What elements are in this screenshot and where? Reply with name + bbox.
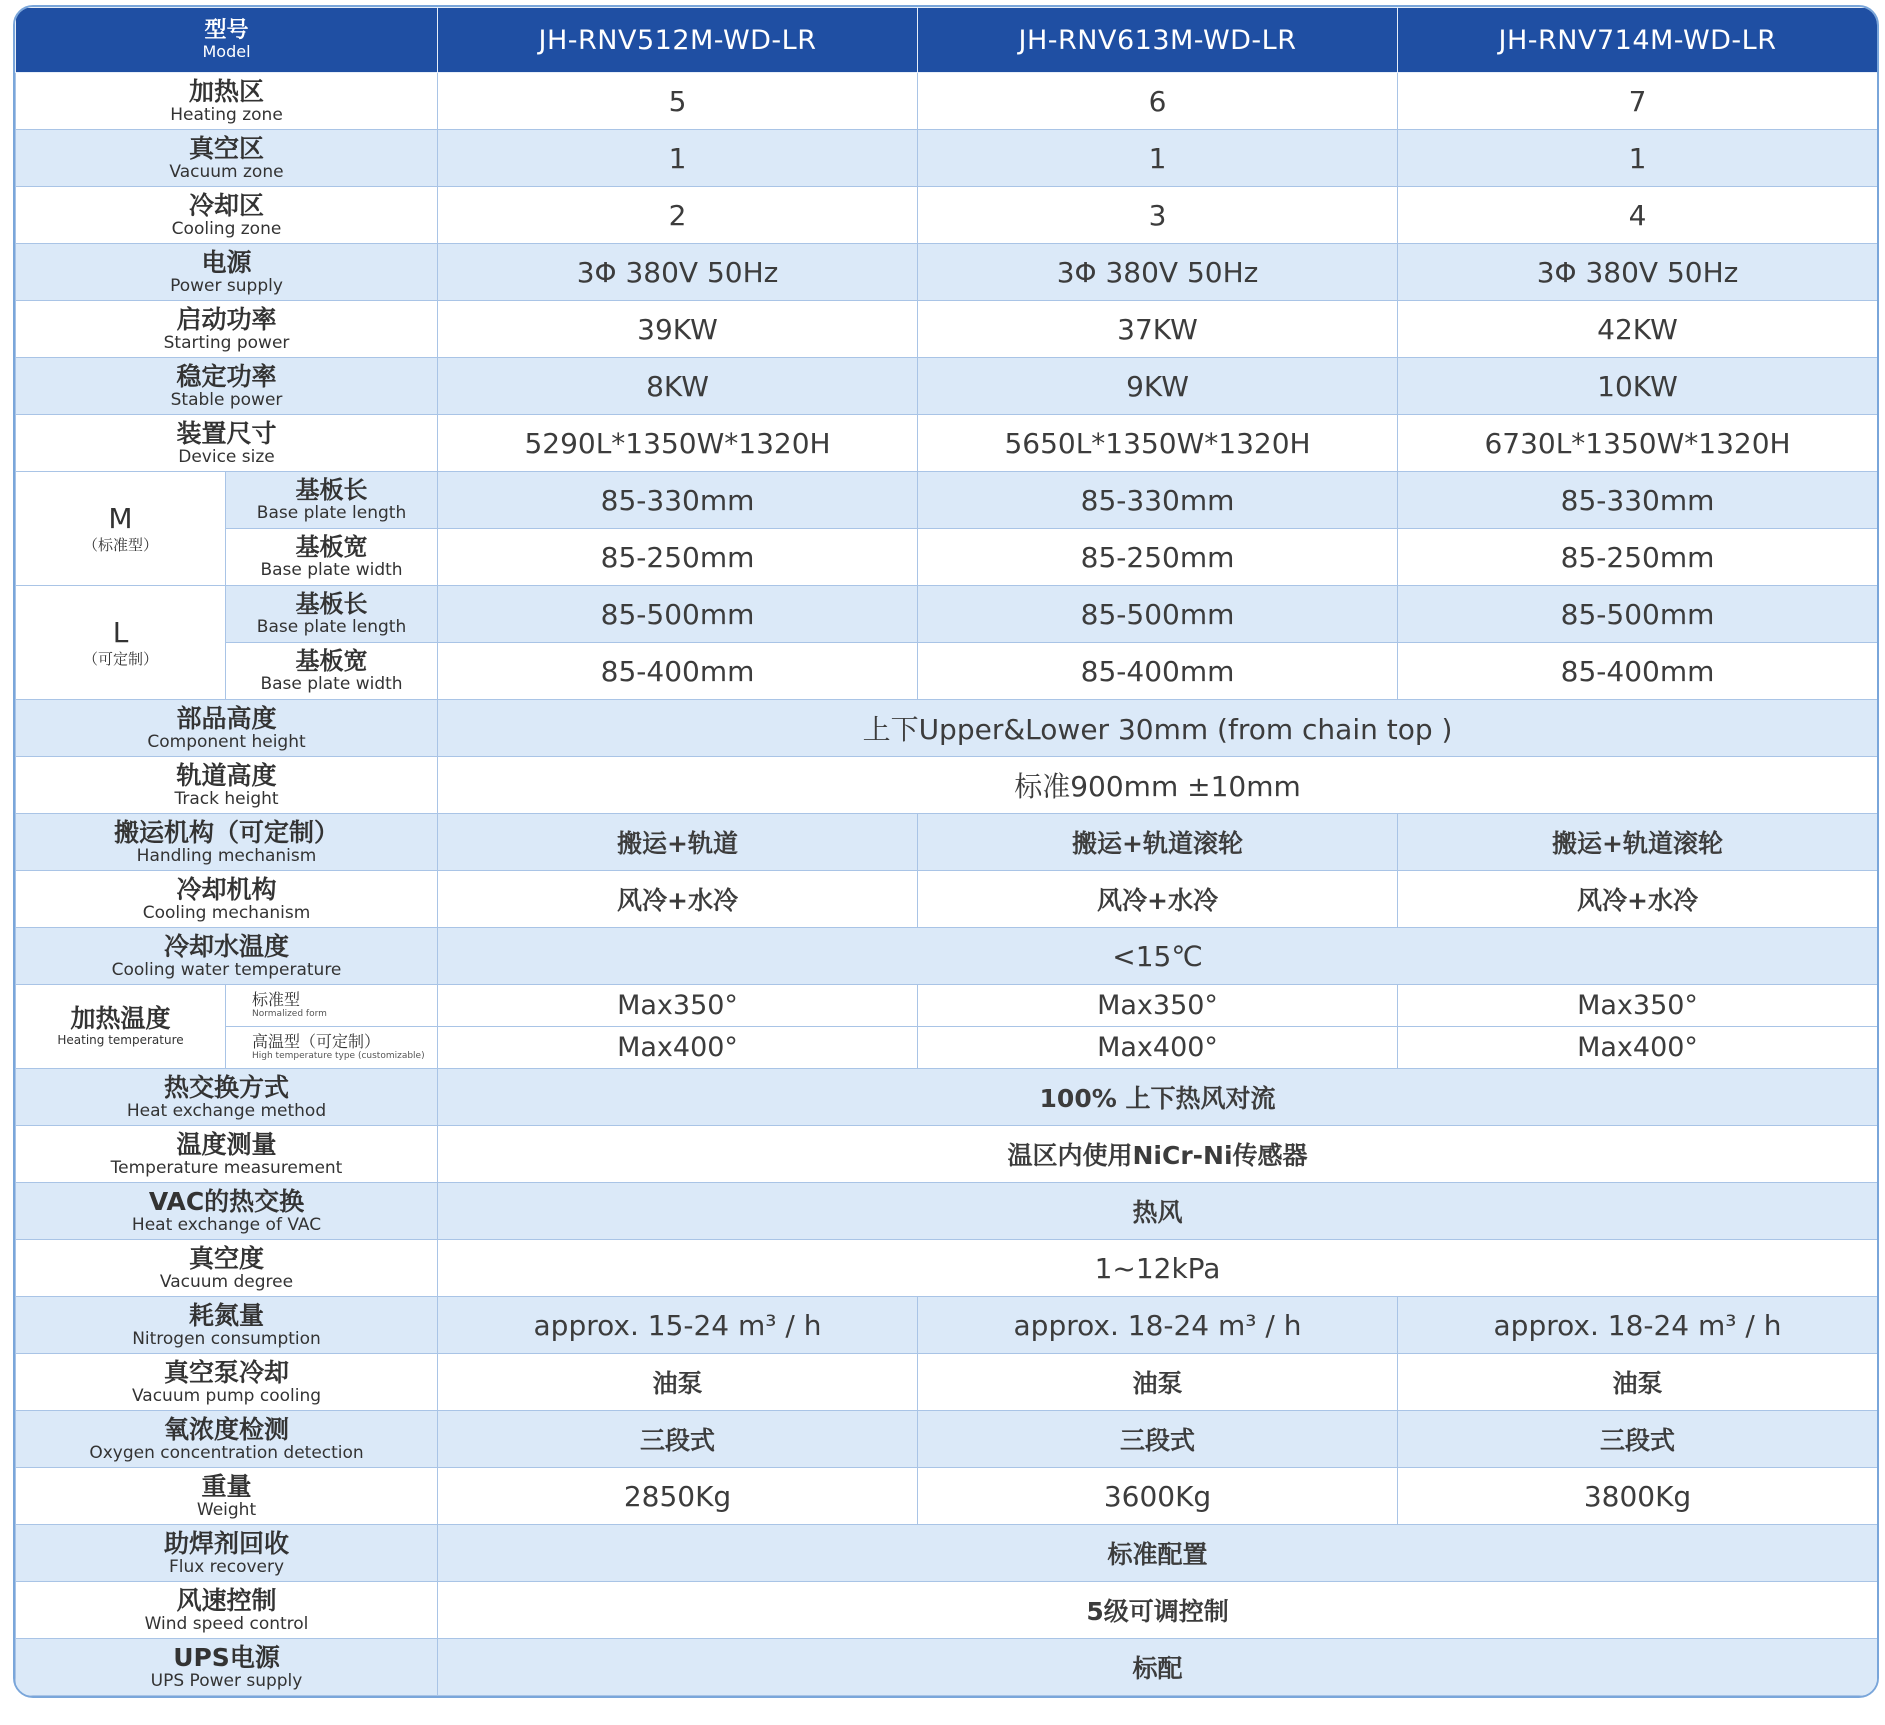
model-header-cn: 型号 xyxy=(204,18,249,43)
table-cell-merged: <15℃ xyxy=(438,928,1878,985)
table-row-m-width xyxy=(16,529,1878,586)
table-row-m-length xyxy=(16,472,1878,529)
table-cell: 85-400mm xyxy=(918,643,1398,700)
group-label-l xyxy=(16,586,226,700)
row-label-en: Cooling zone xyxy=(171,218,282,239)
table-cell: 4 xyxy=(1398,187,1878,244)
table-row-device-size xyxy=(16,415,1878,472)
table-cell: 1 xyxy=(1398,130,1878,187)
table-cell: 1 xyxy=(918,130,1398,187)
group-label-small: （标准型） xyxy=(82,535,158,554)
row-label-cn: 真空区 xyxy=(189,133,265,163)
table-cell: 2850Kg xyxy=(438,1468,918,1525)
table-cell: 风冷+水冷 xyxy=(438,871,918,928)
row-label-en: Power supply xyxy=(170,275,283,296)
row-label xyxy=(16,73,438,130)
table-cell: 3Φ 380V 50Hz xyxy=(438,244,918,301)
column-header-2: JH-RNV613M-WD-LR xyxy=(918,8,1398,73)
row-label-en: Handling mechanism xyxy=(136,845,317,866)
row-label-cn: UPS电源 xyxy=(173,1642,280,1672)
row-label-cn: VAC的热交换 xyxy=(148,1186,305,1216)
row-label-cn: 重量 xyxy=(201,1471,252,1501)
row-label-cn: 装置尺寸 xyxy=(176,418,277,448)
table-row-cooling-zone xyxy=(16,187,1878,244)
row-label-cn: 真空泵冷却 xyxy=(164,1357,290,1387)
table-cell: 39KW xyxy=(438,301,918,358)
row-label xyxy=(16,871,438,928)
row-label-cn: 稳定功率 xyxy=(176,361,277,391)
row-label-en: Heat exchange method xyxy=(126,1100,327,1121)
table-cell-merged: 5级可调控制 xyxy=(438,1582,1878,1639)
table-cell: Max350° xyxy=(918,985,1398,1027)
table-cell: 油泵 xyxy=(918,1354,1398,1411)
table-row-ups xyxy=(16,1639,1878,1696)
table-row-cooling-mechanism xyxy=(16,871,1878,928)
sub-label-cn: 基板宽 xyxy=(295,647,368,675)
sub-label-cn: 基板长 xyxy=(295,590,368,618)
table-cell: 5 xyxy=(438,73,918,130)
sub-label-en: High temperature type (customizable) xyxy=(252,1051,425,1061)
table-cell: 7 xyxy=(1398,73,1878,130)
row-label-cn: 加热温度 xyxy=(70,1004,171,1033)
sub-label-en: Base plate length xyxy=(256,617,407,637)
table-row-component-height xyxy=(16,700,1878,757)
sub-label-en: Base plate width xyxy=(260,674,403,694)
row-label-en: Wind speed control xyxy=(144,1613,309,1634)
row-label-en: Vacuum zone xyxy=(169,161,284,182)
sub-label xyxy=(226,985,438,1027)
row-label xyxy=(16,757,438,814)
row-label-cn: 温度测量 xyxy=(176,1129,277,1159)
table-row-l-length xyxy=(16,586,1878,643)
row-label xyxy=(16,1126,438,1183)
table-cell: 85-250mm xyxy=(918,529,1398,586)
table-cell: 3Φ 380V 50Hz xyxy=(918,244,1398,301)
row-label-cn: 助焊剂回收 xyxy=(164,1528,290,1558)
row-label-en: Weight xyxy=(196,1499,257,1520)
table-row-temperature-measurement xyxy=(16,1126,1878,1183)
table-cell: 6730L*1350W*1320H xyxy=(1398,415,1878,472)
column-header-1: JH-RNV512M-WD-LR xyxy=(438,8,918,73)
table-cell: 2 xyxy=(438,187,918,244)
table-cell: 搬运+轨道滚轮 xyxy=(1398,814,1878,871)
table-cell: 搬运+轨道 xyxy=(438,814,918,871)
table-cell: 85-400mm xyxy=(438,643,918,700)
row-label xyxy=(16,1183,438,1240)
row-label-cn: 真空度 xyxy=(189,1243,265,1273)
table-cell-merged: 标准900mm ±10mm xyxy=(438,757,1878,814)
spec-table xyxy=(15,7,1878,1696)
table-cell: 3 xyxy=(918,187,1398,244)
sub-label xyxy=(226,472,438,529)
table-row-vac-heat-exchange xyxy=(16,1183,1878,1240)
row-label xyxy=(16,700,438,757)
row-label-en: UPS Power supply xyxy=(150,1670,303,1691)
row-label-cn: 耗氮量 xyxy=(189,1300,265,1330)
row-label-en: Device size xyxy=(178,446,275,467)
table-cell: 85-500mm xyxy=(1398,586,1878,643)
table-row-nitrogen xyxy=(16,1297,1878,1354)
table-cell: 85-330mm xyxy=(438,472,918,529)
table-cell: 1 xyxy=(438,130,918,187)
group-label-big: M xyxy=(108,501,133,535)
table-cell: approx. 18-24 m³ / h xyxy=(1398,1297,1878,1354)
row-label-cn: 部品高度 xyxy=(176,703,277,733)
heating-temp-label xyxy=(16,985,226,1069)
table-cell: 3600Kg xyxy=(918,1468,1398,1525)
row-label-cn: 冷却水温度 xyxy=(164,931,290,961)
table-cell-merged: 上下Upper&Lower 30mm (from chain top ) xyxy=(438,700,1878,757)
table-cell-merged: 温区内使用NiCr-Ni传感器 xyxy=(438,1126,1878,1183)
row-label-en: Flux recovery xyxy=(168,1556,285,1577)
table-row-heating-zone xyxy=(16,73,1878,130)
row-label-en: Cooling mechanism xyxy=(142,902,311,923)
row-label-cn: 冷却区 xyxy=(189,190,265,220)
table-cell: 85-250mm xyxy=(438,529,918,586)
row-label-en: Heat exchange of VAC xyxy=(131,1214,322,1235)
row-label-en: Starting power xyxy=(163,332,290,353)
table-cell: 风冷+水冷 xyxy=(918,871,1398,928)
row-label-en: Stable power xyxy=(170,389,283,410)
sub-label xyxy=(226,529,438,586)
row-label xyxy=(16,1525,438,1582)
row-label xyxy=(16,1639,438,1696)
row-label-cn: 冷却机构 xyxy=(176,874,277,904)
table-row-vacuum-zone xyxy=(16,130,1878,187)
sub-label-cn: 基板宽 xyxy=(295,533,368,561)
row-label-cn: 搬运机构（可定制） xyxy=(114,817,340,847)
row-label xyxy=(16,358,438,415)
table-cell: Max400° xyxy=(1398,1027,1878,1069)
row-label-en: Cooling water temperature xyxy=(111,959,342,980)
table-cell: 搬运+轨道滚轮 xyxy=(918,814,1398,871)
row-label-en: Nitrogen consumption xyxy=(132,1328,321,1349)
table-cell: 85-330mm xyxy=(918,472,1398,529)
row-label-cn: 氧浓度检测 xyxy=(164,1414,290,1444)
table-row-weight xyxy=(16,1468,1878,1525)
row-label xyxy=(16,814,438,871)
table-cell-merged: 热风 xyxy=(438,1183,1878,1240)
table-cell-merged: 1~12kPa xyxy=(438,1240,1878,1297)
row-label-en: Vacuum degree xyxy=(159,1271,294,1292)
table-cell: 85-400mm xyxy=(1398,643,1878,700)
group-label-small: （可定制） xyxy=(82,649,158,668)
table-row-handling xyxy=(16,814,1878,871)
table-cell: 85-330mm xyxy=(1398,472,1878,529)
row-label-cn: 启动功率 xyxy=(176,304,277,334)
row-label xyxy=(16,244,438,301)
table-cell: 3Φ 380V 50Hz xyxy=(1398,244,1878,301)
table-cell: 三段式 xyxy=(438,1411,918,1468)
sub-label xyxy=(226,643,438,700)
row-label-cn: 风速控制 xyxy=(176,1585,277,1615)
table-cell-merged: 标准配置 xyxy=(438,1525,1878,1582)
row-label xyxy=(16,1411,438,1468)
model-header-en: Model xyxy=(202,42,251,61)
table-row-cooling-water xyxy=(16,928,1878,985)
row-label-en: Oxygen concentration detection xyxy=(89,1442,364,1463)
row-label xyxy=(16,301,438,358)
row-label-en: Heating temperature xyxy=(57,1033,184,1047)
table-cell: 5650L*1350W*1320H xyxy=(918,415,1398,472)
group-label-big: L xyxy=(112,615,129,649)
table-cell: 85-500mm xyxy=(918,586,1398,643)
table-cell: approx. 18-24 m³ / h xyxy=(918,1297,1398,1354)
row-label-en: Temperature measurement xyxy=(110,1157,343,1178)
table-cell: 油泵 xyxy=(438,1354,918,1411)
row-label xyxy=(16,415,438,472)
table-row-flux-recovery xyxy=(16,1525,1878,1582)
row-label xyxy=(16,1297,438,1354)
table-cell: 3800Kg xyxy=(1398,1468,1878,1525)
table-cell: approx. 15-24 m³ / h xyxy=(438,1297,918,1354)
row-label-cn: 轨道高度 xyxy=(176,760,277,790)
table-cell: 42KW xyxy=(1398,301,1878,358)
row-label-en: Component height xyxy=(147,731,306,752)
row-label xyxy=(16,1468,438,1525)
row-label-cn: 加热区 xyxy=(189,76,265,106)
table-cell: Max350° xyxy=(1398,985,1878,1027)
row-label xyxy=(16,130,438,187)
row-label-en: Heating zone xyxy=(170,104,283,125)
sub-label-cn: 标准型 xyxy=(252,990,301,1009)
sub-label-en: Base plate length xyxy=(256,503,407,523)
table-cell: Max400° xyxy=(918,1027,1398,1069)
table-cell: 85-500mm xyxy=(438,586,918,643)
table-row-power-supply xyxy=(16,244,1878,301)
table-row-oxygen xyxy=(16,1411,1878,1468)
table-cell: 9KW xyxy=(918,358,1398,415)
table-cell-merged: 100% 上下热风对流 xyxy=(438,1069,1878,1126)
table-row-track-height xyxy=(16,757,1878,814)
table-row-heating-temp-standard xyxy=(16,985,1878,1027)
sub-label-en: Normalized form xyxy=(252,1009,327,1019)
column-header-3: JH-RNV714M-WD-LR xyxy=(1398,8,1878,73)
table-cell: 三段式 xyxy=(918,1411,1398,1468)
header-row xyxy=(16,8,1878,73)
sub-label-cn: 高温型（可定制） xyxy=(252,1032,381,1051)
table-cell: 油泵 xyxy=(1398,1354,1878,1411)
sub-label-en: Base plate width xyxy=(260,560,403,580)
table-cell: 8KW xyxy=(438,358,918,415)
table-row-heating-temp-high xyxy=(16,1027,1878,1069)
table-cell-merged: 标配 xyxy=(438,1639,1878,1696)
row-label-cn: 热交换方式 xyxy=(164,1072,290,1102)
table-cell: 5290L*1350W*1320H xyxy=(438,415,918,472)
row-label xyxy=(16,1240,438,1297)
table-cell: 37KW xyxy=(918,301,1398,358)
row-label-en: Vacuum pump cooling xyxy=(131,1385,322,1406)
row-label-en: Track height xyxy=(174,788,279,809)
row-label xyxy=(16,187,438,244)
row-label xyxy=(16,1582,438,1639)
table-cell: 三段式 xyxy=(1398,1411,1878,1468)
row-label xyxy=(16,928,438,985)
table-row-stable-power xyxy=(16,358,1878,415)
table-cell: 风冷+水冷 xyxy=(1398,871,1878,928)
table-row-vacuum-degree xyxy=(16,1240,1878,1297)
table-cell: Max350° xyxy=(438,985,918,1027)
sub-label xyxy=(226,1027,438,1069)
table-cell: 6 xyxy=(918,73,1398,130)
spec-table-container xyxy=(13,5,1879,1698)
row-label xyxy=(16,1069,438,1126)
model-header xyxy=(16,8,438,73)
table-row-pump-cooling xyxy=(16,1354,1878,1411)
group-label-m xyxy=(16,472,226,586)
row-label xyxy=(16,1354,438,1411)
table-cell: 10KW xyxy=(1398,358,1878,415)
table-row-l-width xyxy=(16,643,1878,700)
sub-label-cn: 基板长 xyxy=(295,476,368,504)
sub-label xyxy=(226,586,438,643)
table-cell: Max400° xyxy=(438,1027,918,1069)
table-row-starting-power xyxy=(16,301,1878,358)
table-cell: 85-250mm xyxy=(1398,529,1878,586)
row-label-cn: 电源 xyxy=(201,247,252,277)
table-row-heat-exchange xyxy=(16,1069,1878,1126)
table-row-wind-speed xyxy=(16,1582,1878,1639)
